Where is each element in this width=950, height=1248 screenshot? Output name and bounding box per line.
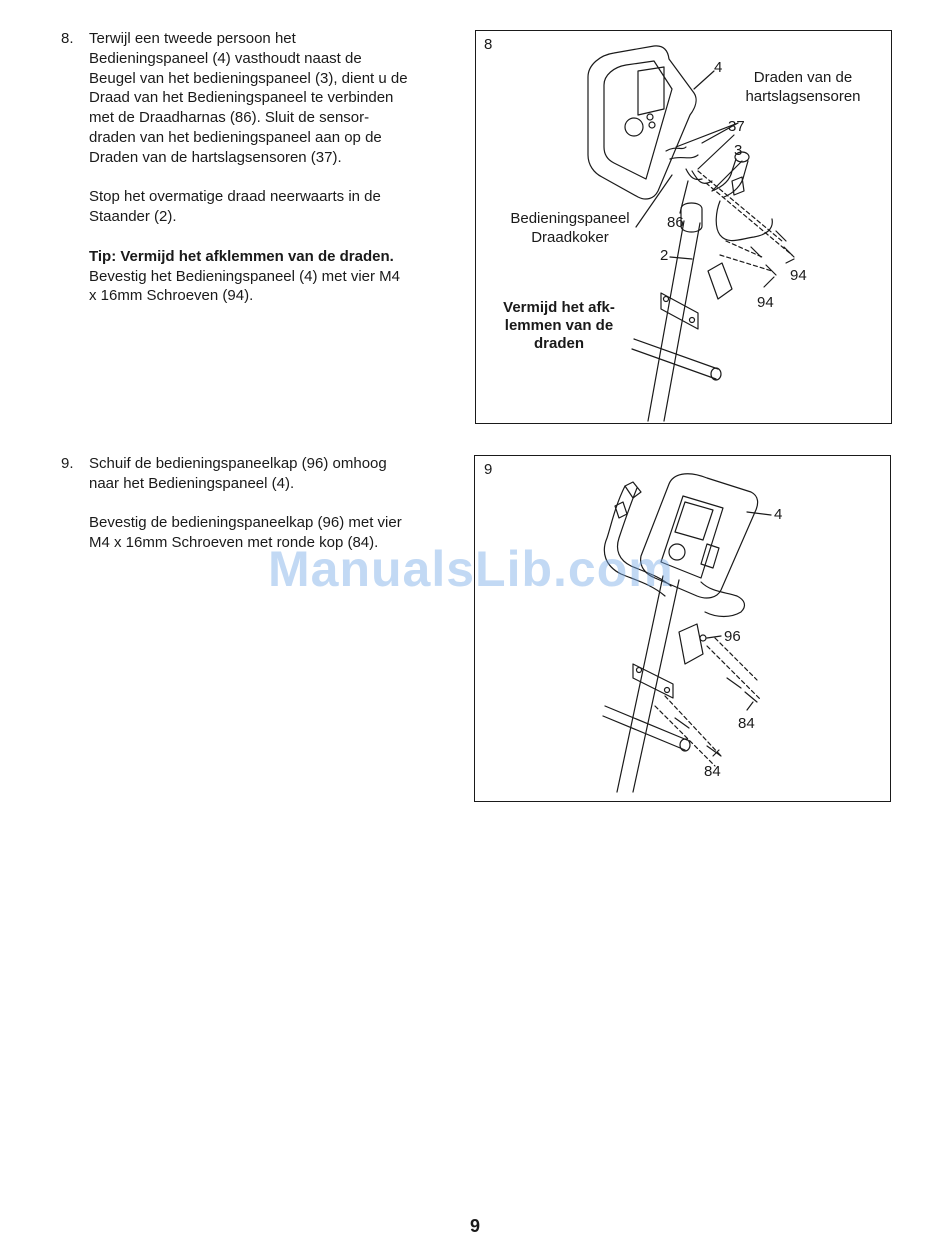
- callout-2: 2: [660, 247, 669, 264]
- figure-9: [474, 455, 891, 802]
- heart-sensor: [732, 177, 744, 195]
- leader-96: [707, 636, 721, 638]
- step-8-line: Stop het overmatige draad neerwaarts in de: [89, 188, 381, 206]
- mounting-bracket: [661, 293, 698, 329]
- label-heart-rate-wires: [734, 68, 872, 106]
- figure-9-number: 9: [484, 461, 493, 478]
- watermark: ManualsLib.com: [268, 541, 674, 597]
- step-8-line: draden van het bedieningspaneel aan op de: [89, 128, 382, 146]
- step-9-line: M4 x 16mm Schroeven met ronde kop (84).: [89, 534, 379, 552]
- step-8-paragraph-2: [89, 187, 408, 227]
- upright-post: [648, 221, 700, 421]
- label-line: Bedieningspaneel: [510, 210, 630, 227]
- warning-pinch-wires: [494, 299, 624, 353]
- label-line: hartslagsensoren: [745, 88, 861, 105]
- step-9-line: naar het Bedieningspaneel (4).: [89, 474, 295, 492]
- leader-37: [698, 135, 734, 169]
- step-8-line: Draad van het Bedieningspaneel te verbinden: [89, 89, 394, 107]
- console-cover: [679, 624, 703, 664]
- leader-3: [712, 161, 742, 191]
- label-line: Draden van de: [753, 69, 853, 86]
- label-console-wire-harness: [502, 209, 638, 247]
- step-8-line: Draden van de hartslagsensoren (37).: [89, 148, 342, 166]
- step-8-line: x 16mm Schroeven (94).: [89, 287, 254, 305]
- step-9-line: Bevestig de bedieningspaneelkap (96) met vier: [89, 514, 402, 532]
- callout-4: 4: [714, 59, 723, 76]
- console-knob: [625, 118, 643, 136]
- figure-8: [475, 30, 892, 424]
- callout-4: 4: [774, 506, 783, 523]
- warning-line: draden: [533, 335, 584, 352]
- step-9-number: 9.: [61, 455, 74, 472]
- callout-84: 84: [704, 763, 721, 780]
- leader-84: [747, 702, 753, 710]
- leader-4: [694, 71, 714, 89]
- callout-94: 94: [757, 294, 774, 311]
- step-8-tip: Tip: Vermijd het afklemmen van de draden.: [89, 247, 394, 265]
- step-8-line: met de Draadharnas (86). Sluit de sensor-: [89, 109, 370, 127]
- callout-3: 3: [734, 142, 743, 159]
- step-8-line: Terwijl een tweede persoon het: [89, 30, 296, 47]
- step-9-body: [89, 454, 402, 553]
- step-9-line: Schuif de bedieningspaneelkap (96) omhoog: [89, 455, 387, 472]
- figure-9-drawing: [475, 456, 889, 800]
- callout-96: 96: [724, 628, 741, 645]
- figure-8-number: 8: [484, 36, 493, 53]
- warning-line: lemmen van de: [504, 317, 614, 334]
- leader-2: [670, 257, 692, 259]
- step-8-line: Bedieningspaneel (4) vasthoudt naast de: [89, 49, 362, 67]
- step-8-line: Beugel van het bedieningspaneel (3), dient u de: [89, 69, 408, 87]
- callout-37: 37: [728, 118, 745, 135]
- step-9-paragraph-1: [89, 454, 402, 494]
- callout-86: 86: [667, 214, 684, 231]
- step-8-paragraph-1: [89, 29, 408, 168]
- console-display: [675, 502, 713, 540]
- step-8-line: Staander (2).: [89, 208, 177, 226]
- callout-94: 94: [790, 267, 807, 284]
- page-number: 9: [469, 1216, 480, 1236]
- step-8-body: [89, 29, 408, 306]
- label-line: Draadkoker: [531, 229, 609, 246]
- leader-86: [680, 181, 688, 213]
- heart-sensor: [625, 482, 641, 498]
- upright-post: [617, 576, 679, 792]
- callout-84: 84: [738, 715, 755, 732]
- warning-line: Vermijd het afk-: [503, 299, 615, 316]
- step-8-paragraph-3: [89, 247, 408, 306]
- step-8-line: Bevestig het Bedieningspaneel (4) met vier M4: [89, 267, 401, 285]
- step-8-number: 8.: [61, 30, 74, 47]
- leader-4: [747, 512, 771, 515]
- console-display: [638, 67, 664, 115]
